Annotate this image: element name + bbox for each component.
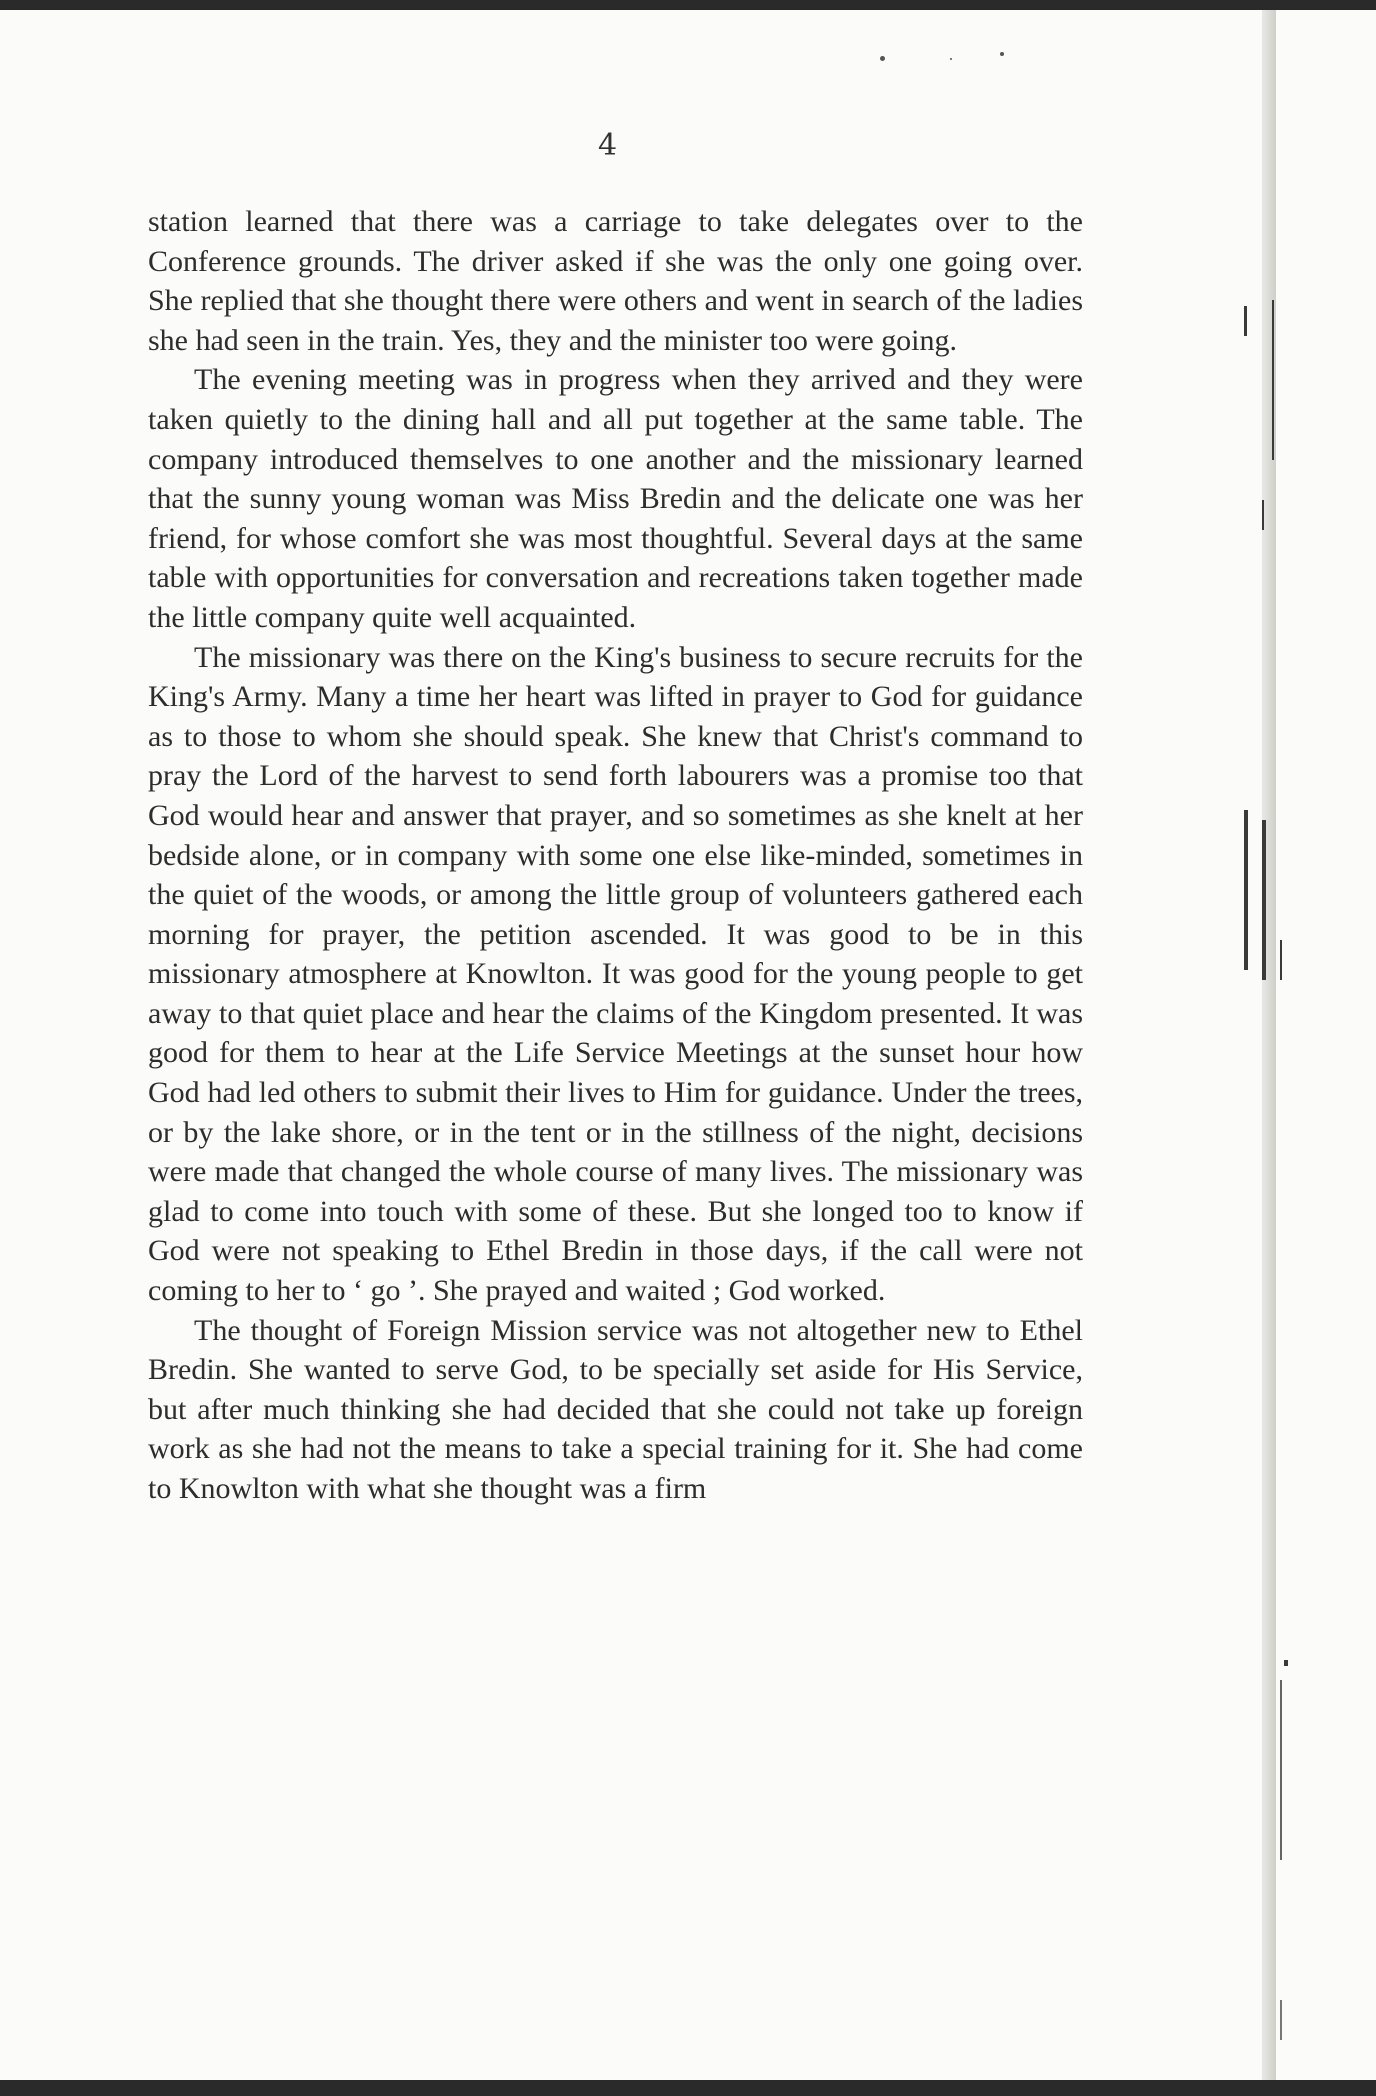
page-number: 4 [598,128,618,163]
binding-mark-8 [1284,1660,1288,1666]
binding-mark-4 [1244,810,1248,970]
paragraph-2: The evening meeting was in progress when they arrived and they were taken quietly to the dining hall and all put together at the same table. The company introduced themselves to one another and the missionary learned that the sunny young woman was Miss Bredin and the delicate one was her friend, for whose comfort she was most thoughtful. Several days at the same table with opportunities for conversation and recreations taken together made the little company quite well acquainted. [148,363,1083,634]
binding-mark-6 [1280,940,1282,980]
body-text [148,202,1083,1509]
paragraph-1: station learned that there was a carriage to take delegates over to the Conference grounds. The driver asked if she was the only one going over. She replied that she thought there were others and went in search of the ladies she had seen in the train. Yes, they and the minister too were going. [148,205,1083,357]
binding-mark-5 [1262,820,1266,980]
binding-mark-7 [1280,1680,1282,1860]
paragraph-3: The missionary was there on the King's business to secure recruits for the King's Army. Many a time her heart was lifted in prayer to God for guidance as to those to whom she should speak. She knew that Christ's command to pray the Lord of the harvest to send forth labourers was a promise too that God would hear and answer that prayer, and so sometimes as she knelt at her bedside alone, or in company with some one else like-minded, sometimes in the quiet of the woods, or among the little group of volunteers gathered each morning for prayer, the petition ascended. It was good to be in this missionary atmosphere at Knowlton. It was good for the young people to get away to that quiet place and hear the claims of the Kingdom presented. It was good for them to hear at the Life Service Meetings at the sunset hour how God had led others to submit their lives to Him for guidance. Under the trees, or by the lake shore, or in the tent or in the stillness of the night, decisions were made that changed the whole course of many lives. The missionary was glad to come into touch with some of these. But she longed too to know if God were not speaking to Ethel Bredin in those days, if the call were not coming to her to ‘ go ’. She prayed and waited ; God worked. [148,640,1083,1308]
binding-mark-3 [1262,500,1264,530]
binding-mark-2 [1272,300,1274,460]
speck-1 [880,56,885,61]
speck-2 [1000,52,1004,56]
book-page [0,10,1262,2080]
binding-mark-1 [1244,306,1247,336]
speck-3 [950,58,952,60]
paragraph-4: The thought of Foreign Mission service was not altogether new to Ethel Bredin. She wanted to serve God, to be specially set aside for His Service, but after much thinking she had decided that she could not take up foreign work as she had not the means to take a special training for it. She had come to Knowlton with what she thought was a firm [148,1313,1083,1505]
binding-mark-9 [1280,2000,1282,2040]
page-margin [1276,10,1376,2080]
